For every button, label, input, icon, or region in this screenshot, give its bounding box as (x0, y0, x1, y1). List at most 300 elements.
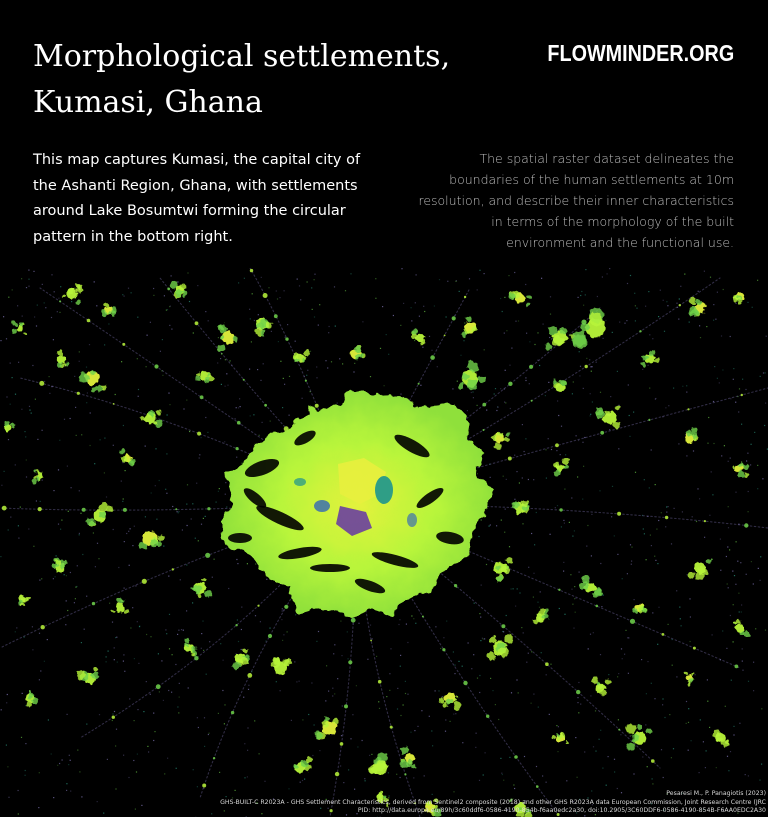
rural-speckle (244, 743, 245, 744)
town-fringe (12, 321, 17, 326)
rural-speckle (671, 543, 672, 544)
rural-speckle (612, 332, 613, 333)
rural-speckle (124, 541, 125, 542)
rural-speckle (709, 515, 710, 516)
roadside-settlement (172, 568, 174, 570)
rural-speckle (486, 564, 487, 565)
rural-speckle (400, 777, 401, 778)
rural-speckle (663, 300, 664, 301)
rural-speckle (153, 740, 154, 741)
rural-speckle (141, 805, 142, 806)
town-fringe (5, 420, 10, 425)
rural-speckle (319, 750, 320, 751)
rural-speckle (260, 380, 261, 381)
rural-speckle (725, 706, 726, 707)
town-fringe (304, 351, 310, 357)
rural-speckle (644, 479, 645, 480)
town-fringe (192, 587, 196, 591)
rural-speckle (227, 385, 228, 386)
rural-speckle (97, 801, 98, 802)
rural-speckle (97, 543, 98, 544)
rural-speckle (81, 434, 82, 435)
rural-speckle (263, 363, 264, 364)
rural-speckle (454, 665, 455, 666)
rural-speckle (578, 682, 579, 683)
rural-speckle (135, 809, 136, 810)
town-fringe (140, 416, 144, 420)
rural-speckle (550, 314, 551, 315)
rural-speckle (578, 297, 579, 298)
rural-speckle (192, 602, 193, 603)
town-fringe (554, 463, 559, 468)
rural-speckle (123, 425, 124, 426)
town-fringe (206, 373, 210, 377)
town-fringe (453, 701, 461, 709)
rural-speckle (167, 758, 168, 759)
rural-speckle (167, 414, 168, 415)
rural-speckle (410, 732, 411, 733)
rural-speckle (590, 366, 591, 367)
town-fringe (32, 698, 38, 704)
rural-speckle (411, 320, 412, 321)
rural-speckle (112, 713, 113, 714)
rural-speckle (431, 730, 432, 731)
rural-speckle (57, 765, 58, 766)
rural-speckle (335, 326, 336, 327)
rural-speckle (178, 512, 179, 513)
rural-speckle (187, 525, 188, 526)
rural-speckle (209, 641, 210, 642)
rural-speckle (166, 453, 167, 454)
rural-speckle (668, 506, 669, 507)
rural-speckle (57, 357, 58, 358)
rural-speckle (717, 378, 718, 379)
roadside-settlement (422, 616, 424, 618)
rural-speckle (643, 528, 644, 529)
town-fringe (506, 558, 513, 565)
roadside-settlement (77, 392, 80, 395)
roadside-settlement (39, 381, 44, 386)
rural-speckle (608, 674, 609, 675)
rural-speckle (486, 410, 487, 411)
rural-speckle (94, 463, 95, 464)
rural-speckle (634, 599, 635, 600)
rural-speckle (155, 485, 156, 486)
rural-speckle (86, 402, 87, 403)
rural-speckle (558, 726, 559, 727)
rural-speckle (519, 592, 520, 593)
description-line-1: The spatial raster dataset delineates the (479, 151, 734, 166)
town-fringe (37, 477, 40, 480)
rural-speckle (248, 689, 249, 690)
town-fringe (498, 432, 503, 437)
rural-speckle (255, 615, 256, 616)
rural-speckle (514, 455, 515, 456)
town-fringe (376, 760, 386, 770)
town-fringe (557, 735, 561, 739)
rural-speckle (766, 336, 767, 337)
rural-speckle (281, 619, 282, 620)
rural-speckle (533, 597, 534, 598)
rural-speckle (236, 559, 237, 560)
rural-speckle (739, 611, 740, 612)
roadside-settlement (250, 269, 253, 272)
rural-speckle (621, 648, 622, 649)
town-fringe (733, 466, 736, 469)
rural-speckle (103, 813, 104, 814)
rural-speckle (156, 519, 157, 520)
rural-speckle (700, 719, 701, 720)
rural-speckle (358, 614, 359, 615)
rural-speckle (25, 436, 26, 437)
rural-speckle (388, 354, 389, 355)
rural-speckle (478, 536, 479, 537)
roadside-settlement (454, 584, 457, 587)
rural-speckle (688, 722, 689, 723)
rural-speckle (740, 562, 741, 563)
rural-speckle (67, 714, 68, 715)
rural-speckle (411, 307, 412, 308)
rural-speckle (39, 772, 40, 773)
roadside-settlement (263, 293, 268, 298)
rural-speckle (150, 322, 151, 323)
rural-speckle (477, 289, 478, 290)
rural-speckle (25, 705, 26, 706)
rural-speckle (296, 681, 297, 682)
rural-speckle (128, 531, 129, 532)
rural-speckle (574, 598, 575, 599)
rural-speckle (733, 368, 734, 369)
rural-speckle (71, 487, 72, 488)
town-fringe (688, 571, 694, 577)
rural-speckle (608, 756, 609, 757)
rural-speckle (583, 305, 584, 306)
roadside-settlement (483, 429, 485, 431)
rural-speckle (719, 382, 720, 383)
rural-speckle (748, 775, 749, 776)
rural-speckle (70, 791, 71, 792)
rural-speckle (737, 561, 738, 562)
rural-speckle (115, 788, 116, 789)
rural-speckle (543, 324, 544, 325)
rural-speckle (277, 298, 278, 299)
rural-speckle (401, 268, 402, 269)
rural-speckle (208, 734, 209, 735)
rural-speckle (163, 700, 164, 701)
rural-speckle (548, 382, 549, 383)
roadside-settlement (679, 304, 681, 306)
rural-speckle (29, 406, 30, 407)
rural-speckle (228, 588, 229, 589)
rural-speckle (416, 274, 417, 275)
rural-speckle (733, 726, 734, 727)
rural-speckle (0, 556, 1, 557)
rural-speckle (168, 576, 169, 577)
rural-speckle (673, 748, 674, 749)
rural-speckle (168, 690, 169, 691)
rural-speckle (704, 271, 705, 272)
town-fringe (79, 372, 89, 382)
rural-speckle (180, 579, 181, 580)
rural-speckle (733, 379, 734, 380)
rural-speckle (630, 275, 631, 276)
rural-speckle (375, 298, 376, 299)
rural-speckle (6, 338, 7, 339)
roadside-settlement (693, 647, 696, 650)
rural-speckle (151, 492, 152, 493)
rural-speckle (389, 690, 390, 691)
town-fringe (506, 432, 510, 436)
rural-speckle (191, 518, 192, 519)
rural-speckle (55, 576, 56, 577)
rural-speckle (511, 692, 512, 693)
rural-speckle (261, 277, 262, 278)
rural-speckle (3, 316, 4, 317)
rural-speckle (748, 491, 749, 492)
rural-speckle (163, 546, 164, 547)
roadside-settlement (213, 757, 215, 759)
rural-speckle (288, 788, 289, 789)
rural-speckle (620, 734, 621, 735)
town-fringe (158, 535, 164, 541)
rural-speckle (341, 655, 342, 656)
roadside-settlement (268, 634, 272, 638)
rural-speckle (439, 279, 440, 280)
rural-speckle (708, 417, 709, 418)
town-fringe (92, 672, 99, 679)
rural-speckle (654, 556, 655, 557)
rural-speckle (750, 464, 751, 465)
rural-speckle (201, 648, 202, 649)
rural-speckle (584, 751, 585, 752)
rural-speckle (726, 648, 727, 649)
rural-speckle (37, 439, 38, 440)
rural-speckle (515, 606, 516, 607)
description-line-3: resolution, and describe their inner characteristics (418, 193, 734, 208)
rural-speckle (32, 365, 33, 366)
rural-speckle (314, 279, 315, 280)
town-fringe (593, 594, 598, 599)
town-fringe (66, 362, 70, 366)
rural-speckle (413, 777, 414, 778)
rural-speckle (390, 648, 391, 649)
rural-speckle (501, 520, 502, 521)
rural-speckle (398, 624, 399, 625)
rural-speckle (730, 336, 731, 337)
rural-speckle (20, 507, 21, 508)
rural-speckle (669, 714, 670, 715)
town-fringe (306, 757, 312, 763)
town-fringe (55, 560, 61, 566)
rural-speckle (70, 760, 71, 761)
rural-speckle (627, 637, 628, 638)
rural-speckle (187, 272, 188, 273)
town-fringe (64, 560, 68, 564)
rural-speckle (597, 296, 598, 297)
town-fringe (58, 350, 64, 356)
rural-speckle (676, 590, 677, 591)
rural-speckle (393, 315, 394, 316)
rural-speckle (36, 500, 37, 501)
rural-speckle (74, 376, 75, 377)
rural-speckle (724, 445, 725, 446)
rural-speckle (386, 334, 387, 335)
rural-speckle (617, 788, 618, 789)
roadside-settlement (38, 507, 42, 511)
rural-speckle (370, 376, 371, 377)
rural-speckle (57, 311, 58, 312)
rural-speckle (688, 708, 689, 709)
roadside-settlement (195, 321, 199, 325)
rural-speckle (15, 631, 16, 632)
rural-speckle (569, 522, 570, 523)
rural-speckle (247, 776, 248, 777)
rural-speckle (760, 556, 761, 557)
rural-speckle (525, 377, 526, 378)
rural-speckle (591, 514, 592, 515)
rural-speckle (606, 785, 607, 786)
town-fringe (153, 420, 157, 424)
roadside-settlement (285, 337, 288, 340)
rural-speckle (510, 408, 511, 409)
rural-speckle (186, 504, 187, 505)
rural-speckle (295, 614, 296, 615)
rural-speckle (171, 329, 172, 330)
rural-speckle (561, 426, 562, 427)
rural-speckle (667, 305, 668, 306)
rural-speckle (137, 358, 138, 359)
rural-speckle (765, 372, 766, 373)
rural-speckle (136, 771, 137, 772)
rural-speckle (341, 735, 342, 736)
rural-speckle (735, 584, 736, 585)
rural-speckle (342, 363, 343, 364)
rural-speckle (686, 392, 687, 393)
rural-speckle (462, 742, 463, 743)
rural-speckle (186, 564, 187, 565)
rural-speckle (747, 453, 748, 454)
town-fringe (627, 725, 637, 735)
rural-speckle (125, 470, 126, 471)
rural-speckle (668, 624, 669, 625)
rural-speckle (18, 538, 19, 539)
description-line-5: environment and the functional use. (506, 235, 734, 250)
rural-speckle (337, 678, 338, 679)
rural-speckle (396, 774, 397, 775)
rural-speckle (220, 643, 221, 644)
rural-speckle (314, 274, 315, 275)
rural-speckle (8, 529, 9, 530)
rural-speckle (284, 290, 285, 291)
rural-speckle (205, 311, 206, 312)
rural-speckle (588, 648, 589, 649)
rural-speckle (618, 448, 619, 449)
rural-speckle (129, 565, 130, 566)
rural-speckle (252, 293, 253, 294)
roadside-settlement (113, 403, 115, 405)
rural-speckle (715, 319, 716, 320)
rural-speckle (270, 421, 271, 422)
rural-speckle (137, 709, 138, 710)
rural-speckle (627, 283, 628, 284)
town-fringe (554, 469, 560, 475)
town-fringe (439, 698, 445, 704)
rural-speckle (652, 612, 653, 613)
rural-speckle (28, 279, 29, 280)
rural-speckle (218, 491, 219, 492)
rural-speckle (219, 488, 220, 489)
rural-speckle (211, 813, 212, 814)
rural-speckle (40, 501, 41, 502)
rural-speckle (407, 642, 408, 643)
rural-speckle (332, 695, 333, 696)
rural-speckle (539, 607, 540, 608)
rural-speckle (82, 554, 83, 555)
town-fringe (526, 302, 531, 307)
intro-line-3: around Lake Bosumtwi forming the circular (33, 203, 346, 219)
rural-speckle (723, 289, 724, 290)
rural-speckle (489, 526, 490, 527)
flowminder-logo: FLOWMINDER.ORG (547, 40, 734, 66)
rural-speckle (287, 631, 288, 632)
rural-speckle (419, 316, 420, 317)
roadside-settlement (243, 379, 245, 381)
credits-authors: Pesaresi M., P. Panagiotis (2023) (666, 790, 766, 798)
rural-speckle (609, 268, 610, 269)
rural-speckle (311, 682, 312, 683)
rural-speckle (325, 360, 326, 361)
rural-speckle (166, 633, 167, 634)
rural-speckle (713, 443, 714, 444)
town-fringe (563, 464, 569, 470)
town-fringe (314, 730, 323, 739)
rural-speckle (106, 661, 107, 662)
rural-speckle (549, 337, 550, 338)
rural-speckle (28, 270, 29, 271)
roadside-settlement (559, 508, 562, 511)
rural-speckle (406, 624, 407, 625)
rural-speckle (334, 693, 335, 694)
roadside-settlement (235, 624, 237, 626)
rural-speckle (405, 681, 406, 682)
rural-speckle (673, 388, 674, 389)
town-fringe (293, 353, 299, 359)
rural-speckle (652, 778, 653, 779)
town-fringe (221, 335, 226, 340)
rural-speckle (400, 655, 401, 656)
rural-speckle (197, 285, 198, 286)
town-fringe (273, 657, 280, 664)
rural-speckle (761, 764, 762, 765)
rural-speckle (651, 683, 652, 684)
rural-speckle (707, 701, 708, 702)
rural-speckle (64, 574, 65, 575)
rural-speckle (571, 589, 572, 590)
rural-speckle (745, 774, 746, 775)
roadside-settlement (618, 729, 620, 731)
rural-speckle (450, 721, 451, 722)
rural-speckle (628, 384, 629, 385)
rural-speckle (345, 290, 346, 291)
rural-speckle (432, 745, 433, 746)
rural-speckle (197, 717, 198, 718)
rural-speckle (628, 673, 629, 674)
rural-speckle (625, 630, 626, 631)
rural-speckle (340, 765, 341, 766)
rural-speckle (197, 786, 198, 787)
rural-speckle (137, 754, 138, 755)
rural-speckle (484, 638, 485, 639)
